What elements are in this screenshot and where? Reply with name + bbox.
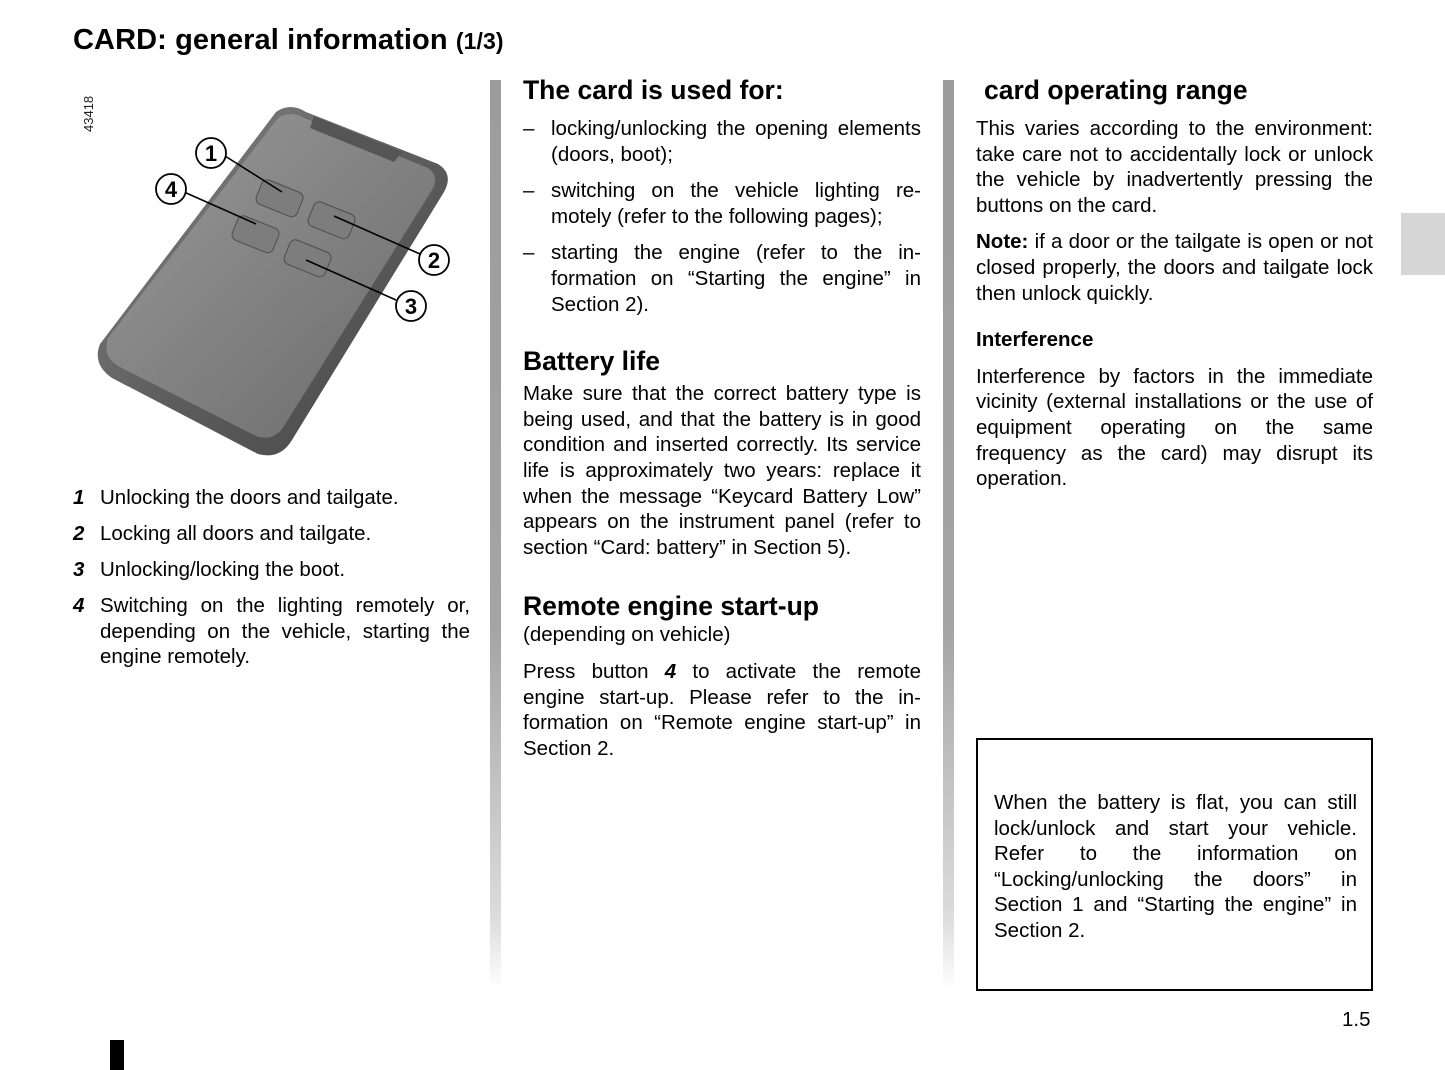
section-tab	[1401, 213, 1445, 275]
note-label: Note:	[976, 230, 1029, 254]
callout-1	[196, 138, 226, 168]
usage-heading: The card is used for:	[523, 75, 784, 105]
legend-text: Unlocking/locking the boot.	[100, 558, 346, 582]
list-item	[523, 240, 921, 317]
keycard-body	[98, 107, 448, 455]
usage-list	[523, 116, 921, 317]
legend-item	[73, 485, 470, 511]
notice-box	[976, 738, 1373, 991]
battery-heading: Battery life	[523, 346, 660, 377]
interference-heading: Interference	[976, 328, 1094, 352]
legend-number: 1	[73, 486, 85, 509]
callout-2	[419, 245, 449, 275]
callout-4	[156, 174, 186, 204]
right-column	[976, 74, 1373, 492]
list-dash: –	[523, 179, 535, 203]
remote-text-before: Press button	[523, 659, 665, 683]
legend-number: 3	[73, 558, 85, 582]
callout-4-label: 4	[164, 177, 178, 202]
notice-text: When the battery is flat, you can still lock/unlock and start your vehicle. Refer to the information on “Locking/unlocking the doors” in Section 1 and “Starting the engine” in Section 2.	[994, 791, 1357, 942]
callout-1-label: 1	[204, 141, 218, 166]
list-item-text: locking/unlocking the opening elements (doors, boot);	[551, 117, 921, 166]
remote-subheading: (depending on vehicle)	[523, 623, 731, 647]
legend-item	[73, 521, 470, 547]
page-number: 1.5	[1342, 1008, 1371, 1031]
column-divider	[943, 80, 954, 990]
remote-text-after: to activate the remote engine start-up. Please refer to the information on “Remote engine start-up” in Section 2.	[523, 659, 921, 760]
range-text: This varies according to the environment: take care not to accidentally lock or unlock the vehicle by inadvertently pressing the buttons on the card.	[976, 117, 1373, 217]
page-title	[73, 24, 504, 57]
range-note	[976, 229, 1373, 306]
list-item-text: switching on the vehicle lighting remotely (refer to the following pages);	[551, 179, 921, 228]
legend-number: 4	[73, 594, 85, 618]
callout-2-label: 2	[427, 248, 441, 273]
legend-item	[73, 557, 470, 583]
legend-item	[73, 593, 470, 670]
callout-3-label: 3	[404, 294, 418, 319]
list-dash: –	[523, 241, 535, 265]
page-title-suffix: (1/3)	[455, 28, 504, 54]
remote-heading: Remote engine start-up	[523, 591, 819, 622]
legend-text: Switching on the lighting remotely or, depending on the vehicle, starting the engine remotely.	[100, 594, 470, 669]
remote-text	[523, 659, 921, 761]
page-title-text: CARD: general information	[73, 24, 448, 56]
list-dash: –	[523, 117, 535, 140]
keycard-figure	[78, 82, 468, 467]
print-mark	[110, 1040, 124, 1070]
button-legend	[73, 485, 470, 681]
range-heading: card operating range	[984, 75, 1248, 105]
remote-button-ref: 4	[664, 659, 677, 683]
legend-text: Locking all doors and tailgate.	[100, 522, 372, 546]
column-divider	[490, 80, 501, 990]
battery-text: Make sure that the correct battery type is being used, and that the battery is in good condition and inserted correctly. Its service life is approximately two years: replace it when the message “Keycard Battery Low” appears on the instrument panel (refer to section “Card: battery” in Section 5).	[523, 382, 921, 559]
interference-text: Interference by factors in the immediate vicinity (external installations or the use of equipment operating on the same frequency as the card) may disrupt its operation.	[976, 364, 1373, 491]
note-text: if a door or the tailgate is open or not closed properly, the doors and tailgate lock then unlock quickly.	[976, 230, 1373, 305]
middle-column	[523, 74, 921, 761]
legend-text: Unlocking the doors and tailgate.	[100, 486, 399, 509]
callout-3	[396, 291, 426, 321]
list-item	[523, 116, 921, 167]
figure-id: 43418	[81, 95, 96, 132]
list-item	[523, 178, 921, 229]
list-item-text: starting the engine (refer to the information on “Starting the engine” in Section 2).	[551, 241, 921, 316]
legend-number: 2	[73, 522, 85, 546]
keycard-illustration	[78, 82, 468, 467]
